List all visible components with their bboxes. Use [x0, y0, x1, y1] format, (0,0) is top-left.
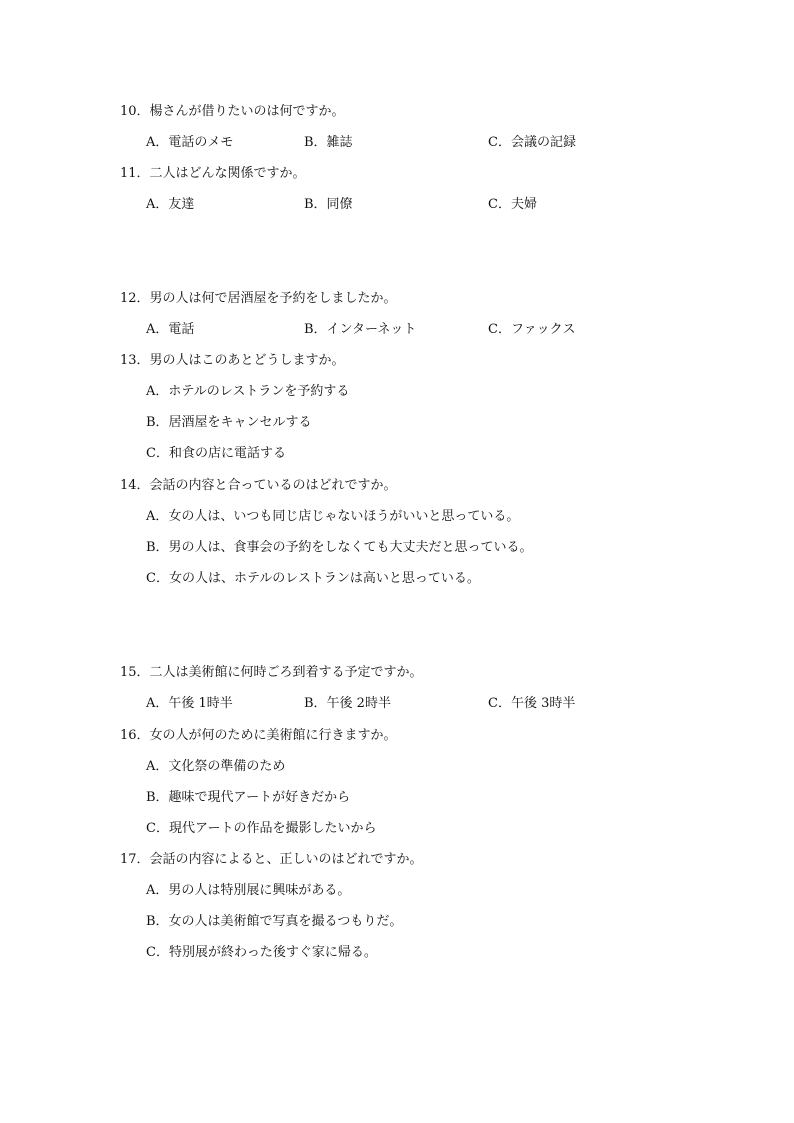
question-15: 15．二人は美術館に何時ごろ到着する予定ですか。 [120, 665, 423, 680]
q12-option-b: B．インターネット [304, 322, 417, 337]
q16-option-a: A．文化祭の準備のため [146, 759, 286, 774]
q15-option-b: B．午後 2時半 [304, 696, 391, 711]
q14-option-b: B．男の人は、食事会の予約をしなくても大丈夫だと思っている。 [146, 540, 533, 555]
q11-option-c: C．夫婦 [488, 197, 537, 212]
q14-option-c: C．女の人は、ホテルのレストランは高いと思っている。 [146, 571, 480, 586]
q15-option-c: C．午後 3時半 [488, 696, 576, 711]
question-13: 13．男の人はこのあとどうしますか。 [120, 353, 345, 368]
question-12: 12．男の人は何で居酒屋を予約をしましたか。 [120, 291, 397, 306]
q11-option-a: A．友達 [146, 197, 195, 212]
q17-option-b: B．女の人は美術館で写真を撮るつもりだ。 [146, 914, 403, 929]
q10-option-a: A．電話のメモ [146, 135, 234, 150]
question-17: 17．会話の内容によると、正しいのはどれですか。 [120, 852, 423, 867]
q12-option-c: C．ファックス [488, 322, 576, 337]
q17-option-c: C．特別展が終わった後すぐ家に帰る。 [146, 945, 377, 960]
question-14: 14．会話の内容と合っているのはどれですか。 [120, 478, 397, 493]
q15-option-a: A．午後 1時半 [146, 696, 233, 711]
q13-option-c: C．和食の店に電話する [146, 446, 286, 461]
q13-option-b: B．居酒屋をキャンセルする [146, 415, 312, 430]
question-10: 10．楊さんが借りたいのは何ですか。 [120, 104, 345, 119]
question-11: 11．二人はどんな関係ですか。 [120, 166, 306, 181]
q16-option-c: C．現代アートの作品を撮影したいから [146, 821, 377, 836]
q16-option-b: B．趣味で現代アートが好きだから [146, 790, 351, 805]
question-16: 16．女の人が何のために美術館に行きますか。 [120, 728, 397, 743]
q13-option-a: A．ホテルのレストランを予約する [146, 384, 350, 399]
q10-option-c: C．会議の記録 [488, 135, 576, 150]
q12-option-a: A．電話 [146, 322, 195, 337]
q14-option-a: A．女の人は、いつも同じ店じゃないほうがいいと思っている。 [146, 509, 520, 524]
q11-option-b: B．同僚 [304, 197, 353, 212]
q17-option-a: A．男の人は特別展に興味がある。 [146, 883, 351, 898]
q10-option-b: B．雑誌 [304, 135, 353, 150]
